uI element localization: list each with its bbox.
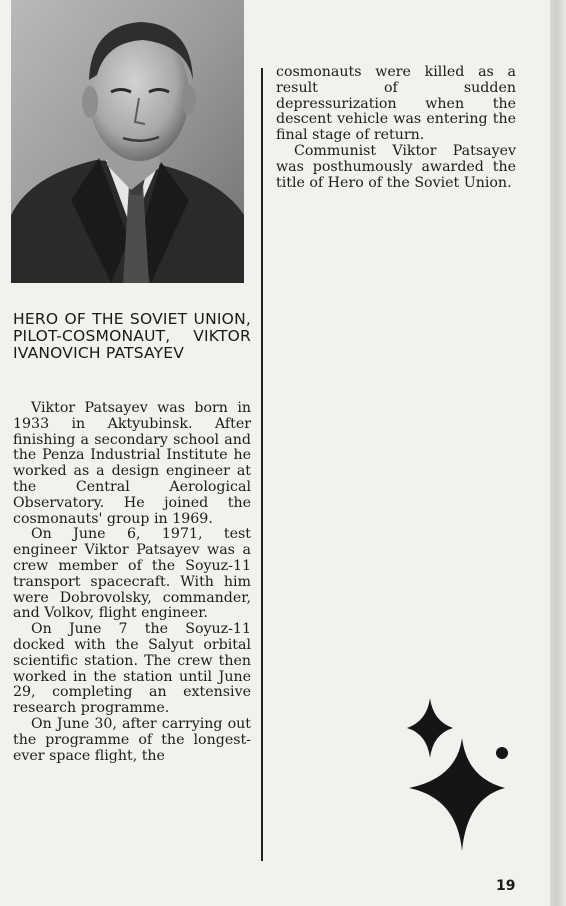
paragraph-1: Viktor Patsayev was born in 1933 in Aktyubinsk. After finishing a secondary school and the Penza Industrial Institute he worked as a design engineer at the Central Aerological Observatory. He joined the cosmonauts' group in 1969. [13,400,251,527]
page-number: 19 [496,878,516,894]
left-column [13,401,251,764]
paragraph-5: cosmonauts were killed as a result of sudden depressurization when the descent vehicle was entering the final stage of return. [276,64,516,144]
portrait-photo [11,0,244,283]
paragraph-6: Communist Viktor Patsayev was posthumously awarded the title of Hero of the Soviet Union. [276,142,516,191]
stars-ornament-icon [405,696,515,856]
paragraph-2: On June 6, 1971, test engineer Viktor Patsayev was a crew member of the Soyuz-11 transport spacecraft. With him were Dobrovolsky, commander, and Volkov, flight engineer. [13,526,251,622]
page-edge [550,0,566,906]
column-divider [261,68,263,861]
paragraph-3: On June 7 the Soyuz-11 docked with the Salyut orbital scientific station. The crew then worked in the station until June 29, completing an extensive research programme. [13,621,251,717]
article-heading: HERO OF THE SOVIET UNION, PILOT-COSMONAUT, VIKTOR IVANOVICH PATSAYEV [13,310,251,362]
paragraph-4: On June 30, after carrying out the programme of the longest-ever space flight, the [13,715,251,764]
right-column [276,65,516,191]
